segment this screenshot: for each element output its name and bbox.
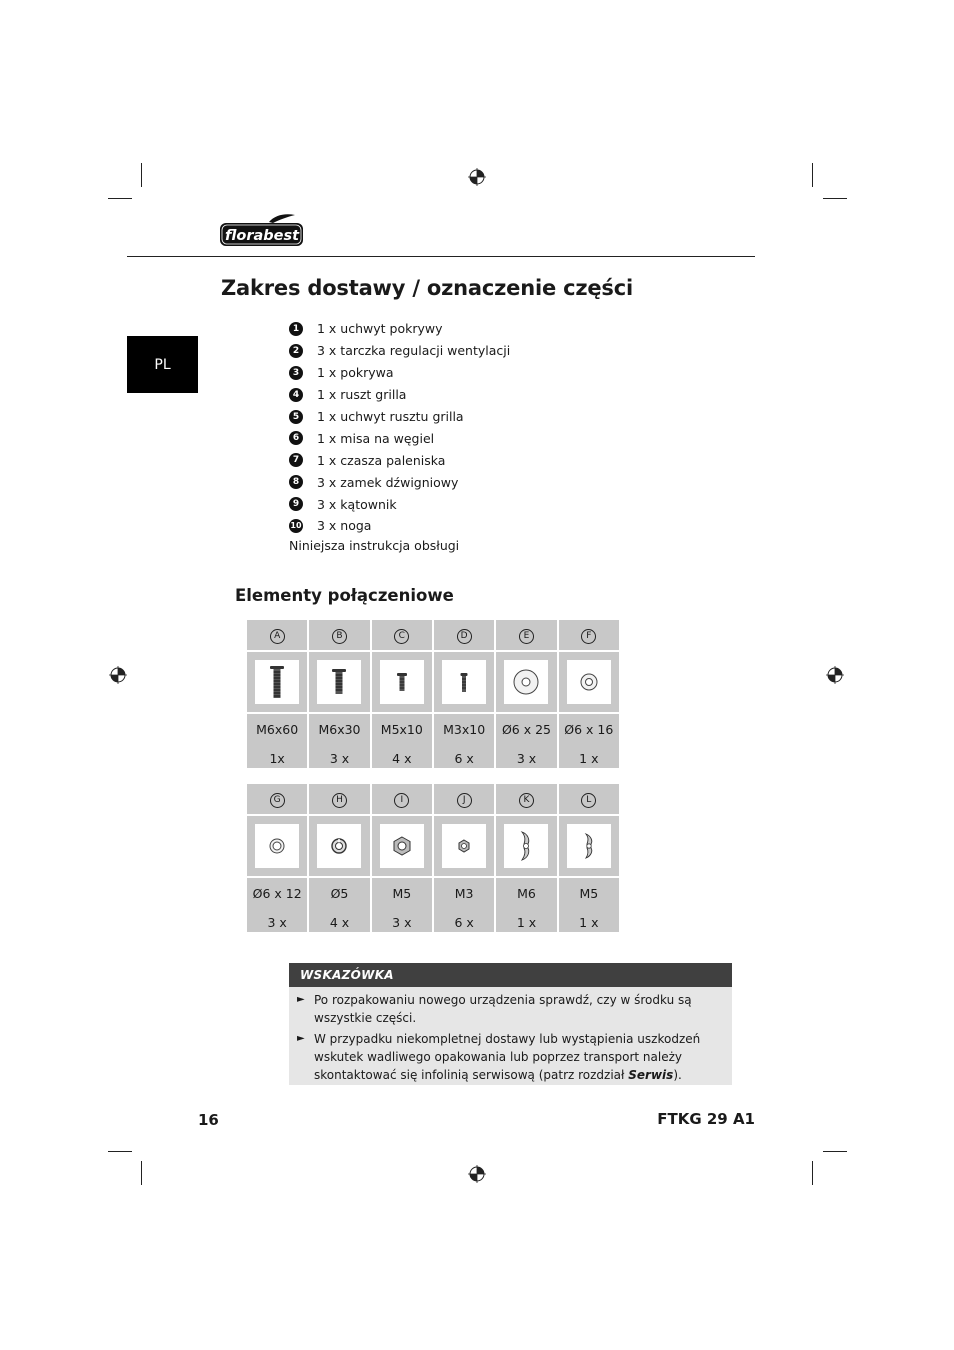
part-spec-cell — [433, 713, 495, 769]
wing-nut-icon — [567, 824, 611, 868]
small-washer-icon — [255, 824, 299, 868]
model-number: FTKG 29 A1 — [657, 1110, 755, 1128]
item-number-badge: 7 — [289, 453, 303, 467]
note-item — [297, 991, 722, 1027]
part-size: Ø6 x 16 — [564, 722, 614, 737]
large-washer-icon — [504, 660, 548, 704]
part-spec-cell — [558, 713, 620, 769]
arrow-bullet-icon: ► — [297, 994, 305, 1005]
crop-mark — [108, 198, 132, 199]
part-size: M6x30 — [318, 722, 361, 737]
header-rule — [127, 256, 755, 257]
part-quantity: 3 x — [267, 915, 287, 930]
connectors-table-2 — [245, 782, 621, 934]
item-number-badge: 4 — [289, 388, 303, 402]
crop-mark — [108, 1151, 132, 1152]
part-letter-cell — [558, 619, 620, 651]
item-number-badge: 1 — [289, 322, 303, 336]
part-letter-cell — [246, 619, 308, 651]
part-size: M5x10 — [380, 722, 423, 737]
list-item — [289, 449, 510, 471]
florabest-logo — [219, 213, 305, 249]
item-text: 1 x ruszt grilla — [317, 387, 407, 403]
item-text: 1 x misa na węgiel — [317, 430, 435, 446]
part-letter: K — [519, 793, 534, 808]
wing-nut-icon — [504, 824, 548, 868]
language-tab: PL — [127, 336, 198, 393]
part-letter: D — [457, 629, 472, 644]
part-letter-cell — [308, 619, 370, 651]
item-text: 3 x noga — [317, 518, 372, 534]
list-item — [289, 318, 510, 340]
part-letter: I — [394, 793, 409, 808]
service-reference: Serwis — [628, 1068, 674, 1082]
list-item — [289, 384, 510, 406]
svg-text:florabest: florabest — [224, 228, 300, 244]
crop-mark — [141, 1161, 142, 1185]
part-image-cell — [246, 651, 308, 713]
part-quantity: 1x — [269, 751, 285, 766]
part-spec-cell — [246, 713, 308, 769]
part-letter: B — [332, 629, 347, 644]
item-text: 3 x zamek dźwigniowy — [317, 474, 459, 490]
part-image-cell — [308, 815, 370, 877]
list-item — [289, 362, 510, 384]
item-number-badge: 5 — [289, 410, 303, 424]
item-number-badge: 9 — [289, 497, 303, 511]
item-number-badge: 8 — [289, 475, 303, 489]
part-spec-cell — [558, 877, 620, 933]
list-item — [289, 406, 510, 428]
part-letter: F — [581, 629, 596, 644]
spring-washer-icon — [317, 824, 361, 868]
list-item — [289, 471, 510, 493]
note-heading: WSKAZÓWKA — [289, 963, 732, 987]
part-letter-cell — [308, 783, 370, 815]
part-spec-cell — [308, 713, 370, 769]
connectors-table-1 — [245, 618, 621, 770]
part-letter: C — [394, 629, 409, 644]
part-letter: G — [270, 793, 285, 808]
part-spec-cell — [246, 877, 308, 933]
part-spec-cell — [371, 877, 433, 933]
part-size: M6 — [517, 886, 536, 901]
part-quantity: 4 x — [392, 751, 412, 766]
part-size: Ø6 x 12 — [252, 886, 302, 901]
small-screw-icon — [442, 660, 486, 704]
part-image-cell — [433, 651, 495, 713]
part-letter: E — [519, 629, 534, 644]
part-size: M3x10 — [443, 722, 486, 737]
part-quantity: 3 x — [329, 751, 350, 766]
part-letter: A — [270, 629, 285, 644]
note-text-part: W przypadku niekompletnej dostawy lub wystąpienia uszkodzeń wskutek wadliwego opakowania lub poprzez transport należy skontaktować się infolinią serwisową (patrz rozdział — [314, 1032, 701, 1082]
part-quantity: 1 x — [516, 915, 537, 930]
crop-mark — [141, 163, 142, 187]
list-item — [289, 427, 510, 449]
part-letter-cell — [495, 783, 557, 815]
list-item — [289, 340, 510, 362]
crop-mark — [823, 198, 847, 199]
crop-mark — [812, 1161, 813, 1185]
part-size: M5 — [579, 886, 599, 901]
part-letter-cell — [371, 783, 433, 815]
manual-item: Niniejsza instrukcja obsługi — [289, 538, 460, 553]
part-image-cell — [308, 651, 370, 713]
part-letter: H — [332, 793, 347, 808]
part-spec-cell — [433, 877, 495, 933]
part-letter-cell — [495, 619, 557, 651]
item-text: 1 x uchwyt pokrywy — [317, 321, 443, 337]
item-number-badge: 3 — [289, 366, 303, 380]
part-spec-cell — [371, 713, 433, 769]
note-text-part: ). — [673, 1068, 682, 1082]
note-item — [297, 1030, 722, 1084]
part-letter-cell — [558, 783, 620, 815]
part-size: Ø6 x 25 — [501, 722, 551, 737]
part-image-cell — [371, 815, 433, 877]
arrow-bullet-icon: ► — [297, 1033, 305, 1044]
list-item — [289, 493, 510, 515]
item-text: 1 x pokrywa — [317, 365, 394, 381]
item-number-badge: 10 — [289, 519, 303, 533]
note-text — [314, 1030, 722, 1084]
part-image-cell — [558, 815, 620, 877]
part-size: M6x60 — [256, 722, 299, 737]
part-letter-cell — [246, 783, 308, 815]
part-size: M5 — [392, 886, 412, 901]
note-box — [289, 963, 732, 1085]
registration-mark-icon — [826, 666, 844, 684]
crop-mark — [823, 1151, 847, 1152]
item-number-badge: 2 — [289, 344, 303, 358]
washer-icon — [567, 660, 611, 704]
part-letter-cell — [433, 619, 495, 651]
part-letter: L — [581, 793, 596, 808]
item-text: 3 x kątownik — [317, 496, 397, 512]
bolt-icon — [317, 660, 361, 704]
delivery-list — [289, 318, 510, 537]
registration-mark-icon — [109, 666, 127, 684]
registration-mark-icon — [468, 1165, 486, 1183]
registration-mark-icon — [468, 168, 486, 186]
part-spec-cell — [495, 877, 557, 933]
page-number: 16 — [198, 1111, 219, 1129]
part-quantity: 1 x — [579, 751, 599, 766]
item-text: 1 x uchwyt rusztu grilla — [317, 409, 464, 424]
part-letter: J — [457, 793, 472, 808]
short-screw-icon — [380, 660, 424, 704]
item-text: 3 x tarczka regulacji wentylacji — [317, 343, 511, 359]
list-item — [289, 515, 510, 537]
connectors-title: Elementy połączeniowe — [235, 586, 454, 605]
page-title: Zakres dostawy / oznaczenie części — [221, 276, 633, 300]
item-text: 1 x czasza paleniska — [317, 452, 446, 468]
item-number-badge: 6 — [289, 431, 303, 445]
note-list — [289, 987, 732, 1084]
long-bolt-icon — [255, 660, 299, 704]
part-size: M3 — [454, 886, 474, 901]
part-letter-cell — [371, 619, 433, 651]
part-spec-cell — [495, 713, 557, 769]
hex-nut-icon — [380, 824, 424, 868]
small-hex-nut-icon — [442, 824, 486, 868]
part-image-cell — [558, 651, 620, 713]
part-image-cell — [495, 651, 557, 713]
part-quantity: 3 x — [516, 751, 537, 766]
crop-mark — [812, 163, 813, 187]
part-image-cell — [433, 815, 495, 877]
part-image-cell — [371, 651, 433, 713]
part-image-cell — [246, 815, 308, 877]
part-letter-cell — [433, 783, 495, 815]
part-image-cell — [495, 815, 557, 877]
part-quantity: 6 x — [454, 915, 474, 930]
part-quantity: 6 x — [454, 751, 474, 766]
part-quantity: 3 x — [392, 915, 412, 930]
part-quantity: 4 x — [329, 915, 350, 930]
part-size: Ø5 — [330, 886, 349, 901]
part-quantity: 1 x — [579, 915, 599, 930]
part-spec-cell — [308, 877, 370, 933]
note-text: Po rozpakowaniu nowego urządzenia sprawdź, czy w środku są wszystkie części. — [314, 993, 692, 1025]
